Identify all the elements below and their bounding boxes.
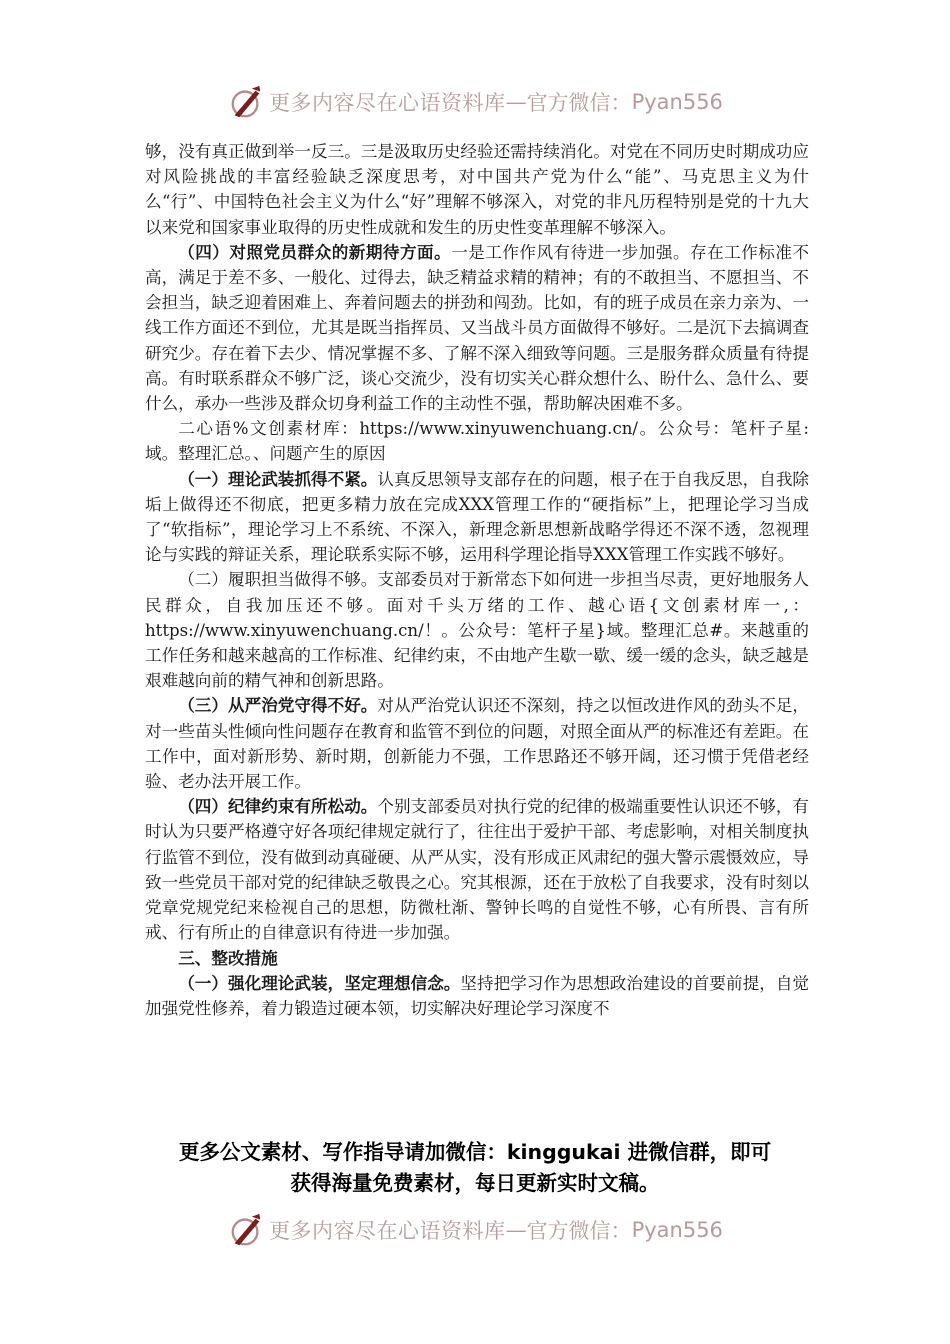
paragraph	[145, 794, 809, 945]
paragraph	[145, 139, 809, 240]
paragraph-text: 认真反思领导支部存在的问题，根子在于自我反思，自我除垢上做得还不彻底，把更多精力放在完成XXX管理工作的“硬指标”上，把理论学习当成了“软指标”，理论学习上不系统、不深入，新理念新思想新战略学得还不深不透，忽视理论与实践的辩证关系，理论联系实际不够，运用科学理论指导XXX管理工作实践不够好。	[145, 469, 810, 565]
paragraph-heading: （四）纪律约束有所松动。	[178, 796, 378, 817]
paragraph	[145, 467, 809, 568]
banner-brand: 更多内容尽在心语资料库	[269, 91, 506, 115]
promo-line-1: 更多公文素材、写作指导请加微信：kinggukai 进微信群，即可	[178, 1140, 772, 1164]
banner-wechat-id: Pyan556	[631, 90, 723, 114]
banner-wechat-label: 官方微信：	[526, 1219, 632, 1243]
paragraph	[145, 971, 809, 1021]
paragraph	[145, 240, 809, 416]
paragraph-text: （二）履职担当做得不够。支部委员对于新常态下如何进一步担当尽责，更好地服务人民群众，自我加压还不够。面对千头万绪的工作、越心语{文创素材库一,：https://www.xinyuwenchuang.cn/！。公众号：笔杆子星}域。整理汇总#。来越重的工作任务和越来越高的工作标准、纪律约束，不由地产生歇一歇、缓一缓的念头，缺乏越是艰难越向前的精气神和创新思路。	[145, 570, 809, 691]
footer-watermark	[0, 1210, 950, 1250]
paragraph-heading: （四）对照党员群众的新期待方面。	[178, 241, 452, 262]
paragraph	[145, 416, 809, 466]
promo-notice	[100, 1137, 850, 1199]
banner-wechat-id: Pyan556	[631, 1218, 723, 1242]
pen-logo-icon	[227, 1211, 265, 1249]
paragraph-text: 个别支部委员对执行党的纪律的极端重要性认识还不够，有时认为只要严格遵守好各项纪律规定就行了，往往出于爱护干部、考虑影响，对相关制度执行监管不到位，没有做到动真碰硬、从严从实，没有形成正风肃纪的强大警示震慑效应，导致一些党员干部对党的纪律缺乏敬畏之心。究其根源，还在于放松了自我要求，没有时刻以党章党规党纪来检视自己的思想，防微杜渐、警钟长鸣的自觉性不够，心有所畏、言有所戒、行有所止的自律意识有待进一步加强。	[145, 797, 810, 943]
paragraph-text: 够，没有真正做到举一反三。三是汲取历史经验还需持续消化。对党在不同历史时期成功应对风险挑战的丰富经验缺乏深度思考，对中国共产党为什么“能”、马克思主义为什么“行”、中国特色社会主义为什么“好”理解不够深入，对党的非凡历程特别是党的十九大以来党和国家事业取得的历史性成就和发生的历史性变革理解不够深入。	[145, 142, 809, 237]
paragraph-heading: （一）强化理论武装，坚定理想信念。	[178, 972, 461, 993]
banner-dash: —	[505, 1218, 527, 1242]
paragraph	[145, 693, 809, 794]
banner-wechat-label: 官方微信：	[526, 91, 632, 115]
paragraph-text: 一是工作作风有待进一步加强。存在工作标准不高，满足于差不多、一般化、过得去，缺乏精益求精的精神；有的不敢担当、不愿担当、不会担当，缺乏迎着困难上、奔着问题去的拼劲和闯劲。比如，有的班子成员在亲力亲为、一线工作方面还不到位，尤其是既当指挥员、又当战斗员方面做得不够好。二是沉下去搞调查研究少。存在着下去少、情况掌握不多、了解不深入细致等问题。三是服务群众质量有待提高。有时联系群众不够广泛，谈心交流少，没有切实关心群众想什么、盼什么、急什么、要什么，承办一些涉及群众切身利益工作的主动性不强，帮助解决困难不多。	[145, 242, 810, 414]
paragraph-heading: （三）从严治党守得不好。	[178, 695, 378, 716]
paragraph	[145, 567, 809, 693]
paragraph-text: 对从严治党认识还不深刻，持之以恒改进作风的劲头不足，对一些苗头性倾向性问题存在教育和监管不到位的问题，对照全面从严的标准还有差距。在工作中，面对新形势、新时期，创新能力不强，工作思路还不够开阔，还习惯于凭借老经验、老办法开展工作。	[145, 696, 810, 792]
pen-logo-icon	[227, 83, 265, 121]
paragraph-text: 二心语%文创素材库：https://www.xinyuwenchuang.cn/。公众号：笔杆子星:域。整理汇总。、问题产生的原因	[145, 419, 809, 464]
banner-dash: —	[505, 90, 527, 114]
paragraph-text: 坚持把学习作为思想政治建设的首要前提，自觉加强党性修养，着力锻造过硬本领，切实解决好理论学习深度不	[145, 973, 810, 1018]
paragraph	[145, 946, 809, 971]
paragraph-heading: 三、整改措施	[178, 947, 278, 968]
banner-brand: 更多内容尽在心语资料库	[269, 1219, 506, 1243]
paragraph-heading: （一）理论武装抓得不紧。	[178, 468, 378, 489]
document-body	[145, 139, 809, 1021]
header-watermark	[0, 82, 950, 122]
promo-line-2: 获得海量免费素材，每日更新实时文稿。	[290, 1171, 660, 1195]
